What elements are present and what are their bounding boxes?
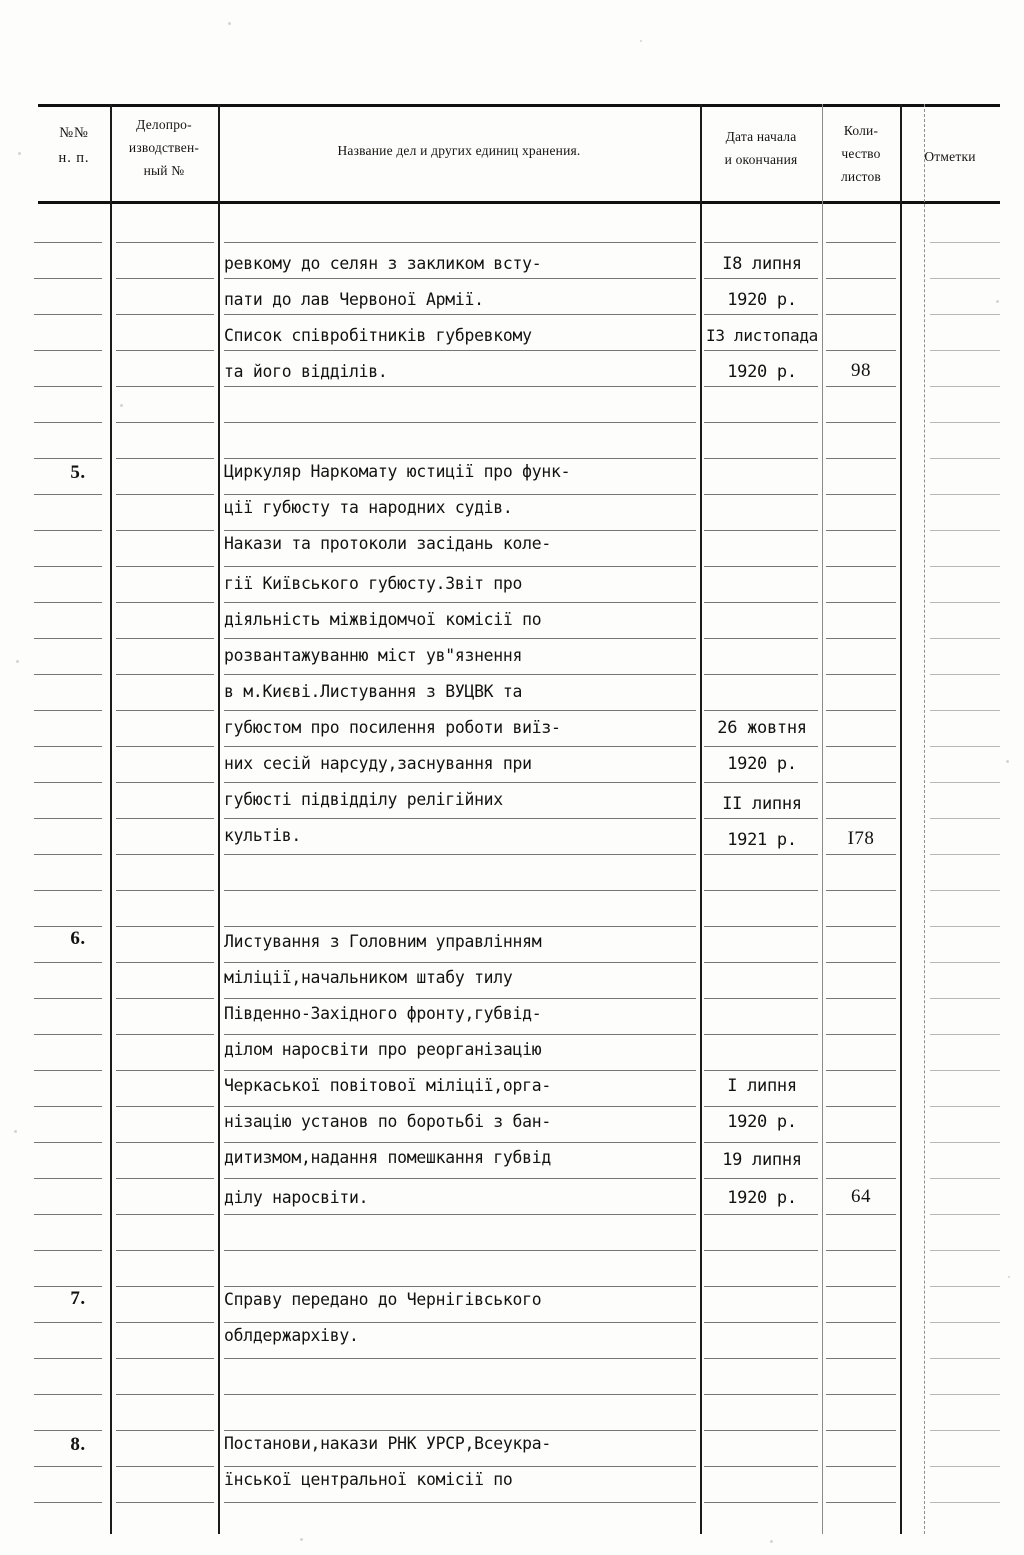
rule-line — [34, 1322, 102, 1323]
rule-line — [704, 818, 818, 819]
header-marks: Отметки — [924, 149, 976, 164]
rule-line — [224, 926, 696, 927]
rule-line — [116, 818, 214, 819]
rule-line — [930, 494, 1000, 495]
entry-title-line: губюстом про посилення роботи виїз- — [224, 718, 561, 737]
rule-line — [930, 1214, 1000, 1215]
rule-line — [224, 998, 696, 999]
rule-line — [224, 710, 696, 711]
entry-date-line: 19 липня — [722, 1150, 802, 1170]
entry-title-line: нізацію установ по боротьбі з бан- — [224, 1112, 552, 1131]
rule-line — [826, 1214, 896, 1215]
rule-line — [34, 1466, 102, 1467]
rule-line — [704, 746, 818, 747]
rule-line — [224, 890, 696, 891]
scan-speck — [640, 40, 642, 42]
rule-line — [116, 1394, 214, 1395]
rule-line — [116, 1178, 214, 1179]
rule-line — [826, 1466, 896, 1467]
rule-line — [826, 1322, 896, 1323]
rule-line — [704, 1034, 818, 1035]
table-header — [38, 107, 1000, 201]
entry-title-line: Листування з Головним управлінням — [224, 932, 542, 951]
rule-line — [704, 998, 818, 999]
rule-line — [826, 998, 896, 999]
rule-line — [34, 710, 102, 711]
rule-line — [930, 710, 1000, 711]
rule-line — [826, 926, 896, 927]
entry-title-line: ділу наросвіти. — [224, 1188, 369, 1207]
rule-line — [930, 638, 1000, 639]
rule-line — [826, 638, 896, 639]
rule-line — [116, 962, 214, 963]
entry-title-line: пати до лав Червоної Армії. — [224, 290, 484, 309]
rule-line — [34, 530, 102, 531]
rule-line — [224, 854, 696, 855]
rule-line — [930, 1250, 1000, 1251]
rule-line — [826, 1394, 896, 1395]
rule-line — [116, 1466, 214, 1467]
rule-line — [930, 782, 1000, 783]
scan-speck — [770, 1540, 773, 1543]
rule-line — [826, 782, 896, 783]
rule-line — [116, 1430, 214, 1431]
rule-line — [826, 494, 896, 495]
column-rule-1 — [110, 104, 112, 1534]
rule-line — [704, 1214, 818, 1215]
scan-speck — [1008, 1276, 1010, 1278]
rule-line — [930, 1106, 1000, 1107]
rule-line — [930, 1430, 1000, 1431]
rule-line — [826, 1142, 896, 1143]
rule-line — [826, 1358, 896, 1359]
rule-line — [224, 494, 696, 495]
rule-line — [224, 566, 696, 567]
rule-line — [34, 1502, 102, 1503]
rule-line — [930, 746, 1000, 747]
rule-line — [34, 854, 102, 855]
rule-line — [34, 458, 102, 459]
rule-line — [224, 1250, 696, 1251]
rule-line — [34, 242, 102, 243]
scan-speck — [18, 152, 21, 155]
rule-line — [704, 926, 818, 927]
rule-line — [930, 962, 1000, 963]
rule-line — [930, 998, 1000, 999]
rule-line — [116, 1502, 214, 1503]
entry-title-line: Список співробітників губревкому — [224, 326, 532, 345]
rule-line — [826, 458, 896, 459]
rule-line — [116, 1070, 214, 1071]
rule-line — [224, 1070, 696, 1071]
rule-line — [224, 422, 696, 423]
rule-line — [116, 566, 214, 567]
rule-line — [930, 1178, 1000, 1179]
rule-line — [34, 674, 102, 675]
rule-line — [34, 1286, 102, 1287]
rule-line — [704, 890, 818, 891]
rule-line — [826, 602, 896, 603]
rule-line — [930, 314, 1000, 315]
rule-line — [34, 926, 102, 927]
rule-line — [34, 1106, 102, 1107]
rule-line — [224, 1322, 696, 1323]
rule-line — [704, 530, 818, 531]
entry-date-line: 1920 р. — [727, 362, 797, 382]
rule-line — [34, 890, 102, 891]
rule-line — [34, 1214, 102, 1215]
column-rule-3 — [700, 104, 702, 1534]
rule-line — [34, 818, 102, 819]
rule-line — [826, 746, 896, 747]
rule-line — [930, 1070, 1000, 1071]
rule-line — [224, 818, 696, 819]
rule-line — [826, 242, 896, 243]
entry-title-line: дитизмом,надання помешкання губвід — [224, 1148, 552, 1167]
column-rule-5 — [900, 104, 902, 1534]
rule-line — [116, 1322, 214, 1323]
entry-title-line: ревкому до селян з закликом всту- — [224, 254, 542, 273]
entry-date-line: 1920 р. — [727, 290, 797, 310]
entry-title-line: облдержархіву. — [224, 1326, 359, 1345]
rule-line — [704, 1178, 818, 1179]
entry-serial-number: 7. — [70, 1288, 86, 1309]
rule-line — [116, 782, 214, 783]
rule-line — [224, 314, 696, 315]
rule-line — [826, 818, 896, 819]
entry-title-line: них сесій нарсуду,заснування при — [224, 754, 532, 773]
rule-line — [224, 602, 696, 603]
rule-line — [704, 242, 818, 243]
entry-date-line: 1921 р. — [727, 830, 797, 850]
header-office-number: Делопро- изводствен- ный № — [128, 117, 200, 179]
rule-line — [930, 242, 1000, 243]
entry-title-line: Постанови,накази РНК УРСР,Всеукра- — [224, 1434, 552, 1453]
entry-title-line: ції губюсту та народних судів. — [224, 498, 513, 517]
rule-line — [34, 1070, 102, 1071]
entry-title-line: розвантажуванню міст ув"язнення — [224, 646, 523, 665]
scan-speck — [300, 1538, 303, 1541]
rule-line — [826, 890, 896, 891]
rule-line — [116, 494, 214, 495]
column-rule-6 — [924, 104, 925, 1534]
rule-line — [930, 278, 1000, 279]
rule-line — [34, 1394, 102, 1395]
rule-line — [116, 1142, 214, 1143]
rule-line — [224, 1466, 696, 1467]
rule-line — [116, 1034, 214, 1035]
rule-line — [34, 962, 102, 963]
rule-line — [826, 1286, 896, 1287]
rule-line — [704, 602, 818, 603]
rule-line — [224, 1358, 696, 1359]
rule-line — [224, 962, 696, 963]
header-bottom-border — [38, 201, 1000, 204]
column-rule-4 — [822, 104, 823, 1534]
rule-line — [224, 1034, 696, 1035]
rule-line — [224, 1106, 696, 1107]
inventory-table — [38, 104, 1000, 1534]
rule-line — [224, 1178, 696, 1179]
rule-line — [116, 242, 214, 243]
rule-line — [704, 314, 818, 315]
rule-line — [34, 1142, 102, 1143]
rule-line — [704, 1142, 818, 1143]
entry-date-line: 1920 р. — [727, 754, 797, 774]
rule-line — [704, 1394, 818, 1395]
rule-line — [34, 386, 102, 387]
rule-line — [930, 350, 1000, 351]
rule-line — [704, 1106, 818, 1107]
rule-line — [704, 350, 818, 351]
rule-line — [34, 1358, 102, 1359]
rule-line — [116, 926, 214, 927]
rule-line — [704, 458, 818, 459]
rule-line — [826, 1178, 896, 1179]
rule-line — [224, 1142, 696, 1143]
entry-date-line: 1920 р. — [727, 1112, 797, 1132]
rule-line — [116, 602, 214, 603]
rule-line — [116, 746, 214, 747]
entry-title-line: міліції,начальником штабу тилу — [224, 968, 513, 987]
rule-line — [34, 602, 102, 603]
rule-line — [826, 710, 896, 711]
rule-line — [704, 1070, 818, 1071]
entry-date-line: I8 липня — [722, 254, 802, 274]
rule-line — [704, 638, 818, 639]
rule-line — [34, 1430, 102, 1431]
entry-title-line: в м.Києві.Листування з ВУЦВК та — [224, 682, 523, 701]
entry-title-line: ділом наросвіти про реорганізацію — [224, 1040, 542, 1059]
rule-line — [224, 1214, 696, 1215]
rule-line — [224, 242, 696, 243]
rule-line — [116, 638, 214, 639]
rule-line — [704, 278, 818, 279]
rule-line — [704, 1322, 818, 1323]
rule-line — [116, 530, 214, 531]
entry-sheet-count: 98 — [851, 360, 871, 381]
rule-line — [116, 1250, 214, 1251]
rule-line — [116, 1286, 214, 1287]
entry-sheet-count: 64 — [851, 1186, 871, 1207]
rule-line — [34, 350, 102, 351]
rule-line — [826, 314, 896, 315]
rule-line — [704, 674, 818, 675]
rule-line — [930, 458, 1000, 459]
rule-line — [826, 962, 896, 963]
entry-serial-number: 8. — [70, 1434, 86, 1455]
rule-line — [930, 1358, 1000, 1359]
rule-line — [704, 710, 818, 711]
rule-line — [826, 530, 896, 531]
entry-title-line: діяльність міжвідомчої комісії по — [224, 610, 542, 629]
rule-line — [930, 818, 1000, 819]
entry-title-line: Накази та протоколи засідань коле- — [224, 534, 552, 553]
rule-line — [930, 1502, 1000, 1503]
rule-line — [930, 1142, 1000, 1143]
rule-line — [224, 1286, 696, 1287]
rule-line — [704, 1358, 818, 1359]
rule-line — [826, 386, 896, 387]
rule-line — [116, 350, 214, 351]
rule-line — [826, 1070, 896, 1071]
rule-line — [930, 1286, 1000, 1287]
rule-line — [930, 422, 1000, 423]
header-serial-number: №№ н. п. — [58, 125, 90, 166]
rule-line — [704, 1466, 818, 1467]
rule-line — [826, 278, 896, 279]
rule-line — [930, 386, 1000, 387]
rule-line — [34, 998, 102, 999]
rule-line — [34, 314, 102, 315]
rule-line — [930, 926, 1000, 927]
rule-line — [826, 1502, 896, 1503]
entry-date-line: I3 листопада — [706, 326, 818, 345]
rule-line — [930, 1394, 1000, 1395]
rule-line — [826, 854, 896, 855]
rule-line — [224, 386, 696, 387]
rule-line — [116, 1358, 214, 1359]
rule-line — [224, 278, 696, 279]
header-sheet-count: Коли- чество листов — [841, 123, 881, 185]
rule-line — [116, 998, 214, 999]
rule-line — [116, 674, 214, 675]
rule-line — [930, 854, 1000, 855]
entry-title-line: Черкаської повітової міліції,орга- — [224, 1076, 552, 1095]
rule-line — [116, 854, 214, 855]
rule-line — [930, 1034, 1000, 1035]
rule-line — [930, 1466, 1000, 1467]
rule-line — [34, 566, 102, 567]
rule-line — [116, 890, 214, 891]
rule-line — [224, 1430, 696, 1431]
rule-line — [34, 782, 102, 783]
rule-line — [704, 782, 818, 783]
entry-date-line: I липня — [727, 1076, 797, 1096]
entry-title-line: гії Київського губюсту.Звіт про — [224, 574, 523, 593]
rule-line — [930, 890, 1000, 891]
rule-line — [224, 350, 696, 351]
entry-title-line: Південно-Західного фронту,губвід- — [224, 1004, 542, 1023]
rule-line — [826, 566, 896, 567]
entry-title-line: культів. — [224, 826, 301, 845]
entry-date-line: 26 жовтня — [717, 718, 807, 738]
rule-line — [34, 494, 102, 495]
rule-line — [826, 1250, 896, 1251]
rule-line — [930, 1322, 1000, 1323]
rule-line — [704, 1502, 818, 1503]
rule-line — [34, 278, 102, 279]
rule-line — [34, 1034, 102, 1035]
rule-line — [224, 530, 696, 531]
rule-line — [826, 1034, 896, 1035]
rule-line — [826, 422, 896, 423]
rule-line — [224, 782, 696, 783]
entry-date-line: II липня — [722, 794, 802, 814]
rule-line — [116, 386, 214, 387]
rule-line — [930, 602, 1000, 603]
rule-line — [704, 1430, 818, 1431]
rule-line — [704, 422, 818, 423]
entry-title-line: їнської центральної комісії по — [224, 1470, 513, 1489]
scan-speck — [228, 22, 231, 25]
entry-title-line: губюсті підвідділу релігійних — [224, 790, 503, 809]
scan-speck — [16, 660, 19, 663]
rule-line — [224, 458, 696, 459]
scan-speck — [1006, 760, 1009, 763]
rule-line — [704, 1250, 818, 1251]
rule-line — [34, 1178, 102, 1179]
rule-line — [34, 638, 102, 639]
rule-line — [116, 278, 214, 279]
column-rule-2 — [218, 104, 220, 1534]
header-title: Название дел и других единиц хранения. — [337, 143, 581, 158]
rule-line — [704, 962, 818, 963]
rule-line — [34, 1250, 102, 1251]
rule-line — [116, 710, 214, 711]
entry-sheet-count: I78 — [847, 828, 875, 849]
entry-title-line: та його відділів. — [224, 362, 388, 381]
rule-line — [930, 566, 1000, 567]
entry-date-line: 1920 р. — [727, 1188, 797, 1208]
entry-serial-number: 6. — [70, 928, 86, 949]
rule-line — [704, 1286, 818, 1287]
rule-line — [704, 494, 818, 495]
rule-line — [704, 566, 818, 567]
rule-line — [826, 1106, 896, 1107]
rule-line — [34, 422, 102, 423]
entry-title-line: Справу передано до Чернігівського — [224, 1290, 542, 1309]
entry-title-line: Циркуляр Наркомату юстиції про функ- — [224, 462, 571, 481]
rule-line — [224, 1394, 696, 1395]
rule-line — [116, 1106, 214, 1107]
rule-line — [826, 1430, 896, 1431]
rule-line — [224, 1502, 696, 1503]
rule-line — [116, 1214, 214, 1215]
scan-speck — [14, 1130, 17, 1133]
rule-line — [116, 422, 214, 423]
rule-line — [704, 386, 818, 387]
rule-line — [224, 638, 696, 639]
rule-line — [826, 350, 896, 351]
rule-line — [116, 314, 214, 315]
rule-line — [704, 854, 818, 855]
rule-line — [224, 746, 696, 747]
rule-line — [826, 674, 896, 675]
rule-line — [930, 674, 1000, 675]
rule-line — [116, 458, 214, 459]
rule-line — [34, 746, 102, 747]
rule-line — [930, 530, 1000, 531]
rule-line — [224, 674, 696, 675]
entry-serial-number: 5. — [70, 462, 86, 483]
header-dates: Дата начала и окончания — [724, 129, 798, 168]
